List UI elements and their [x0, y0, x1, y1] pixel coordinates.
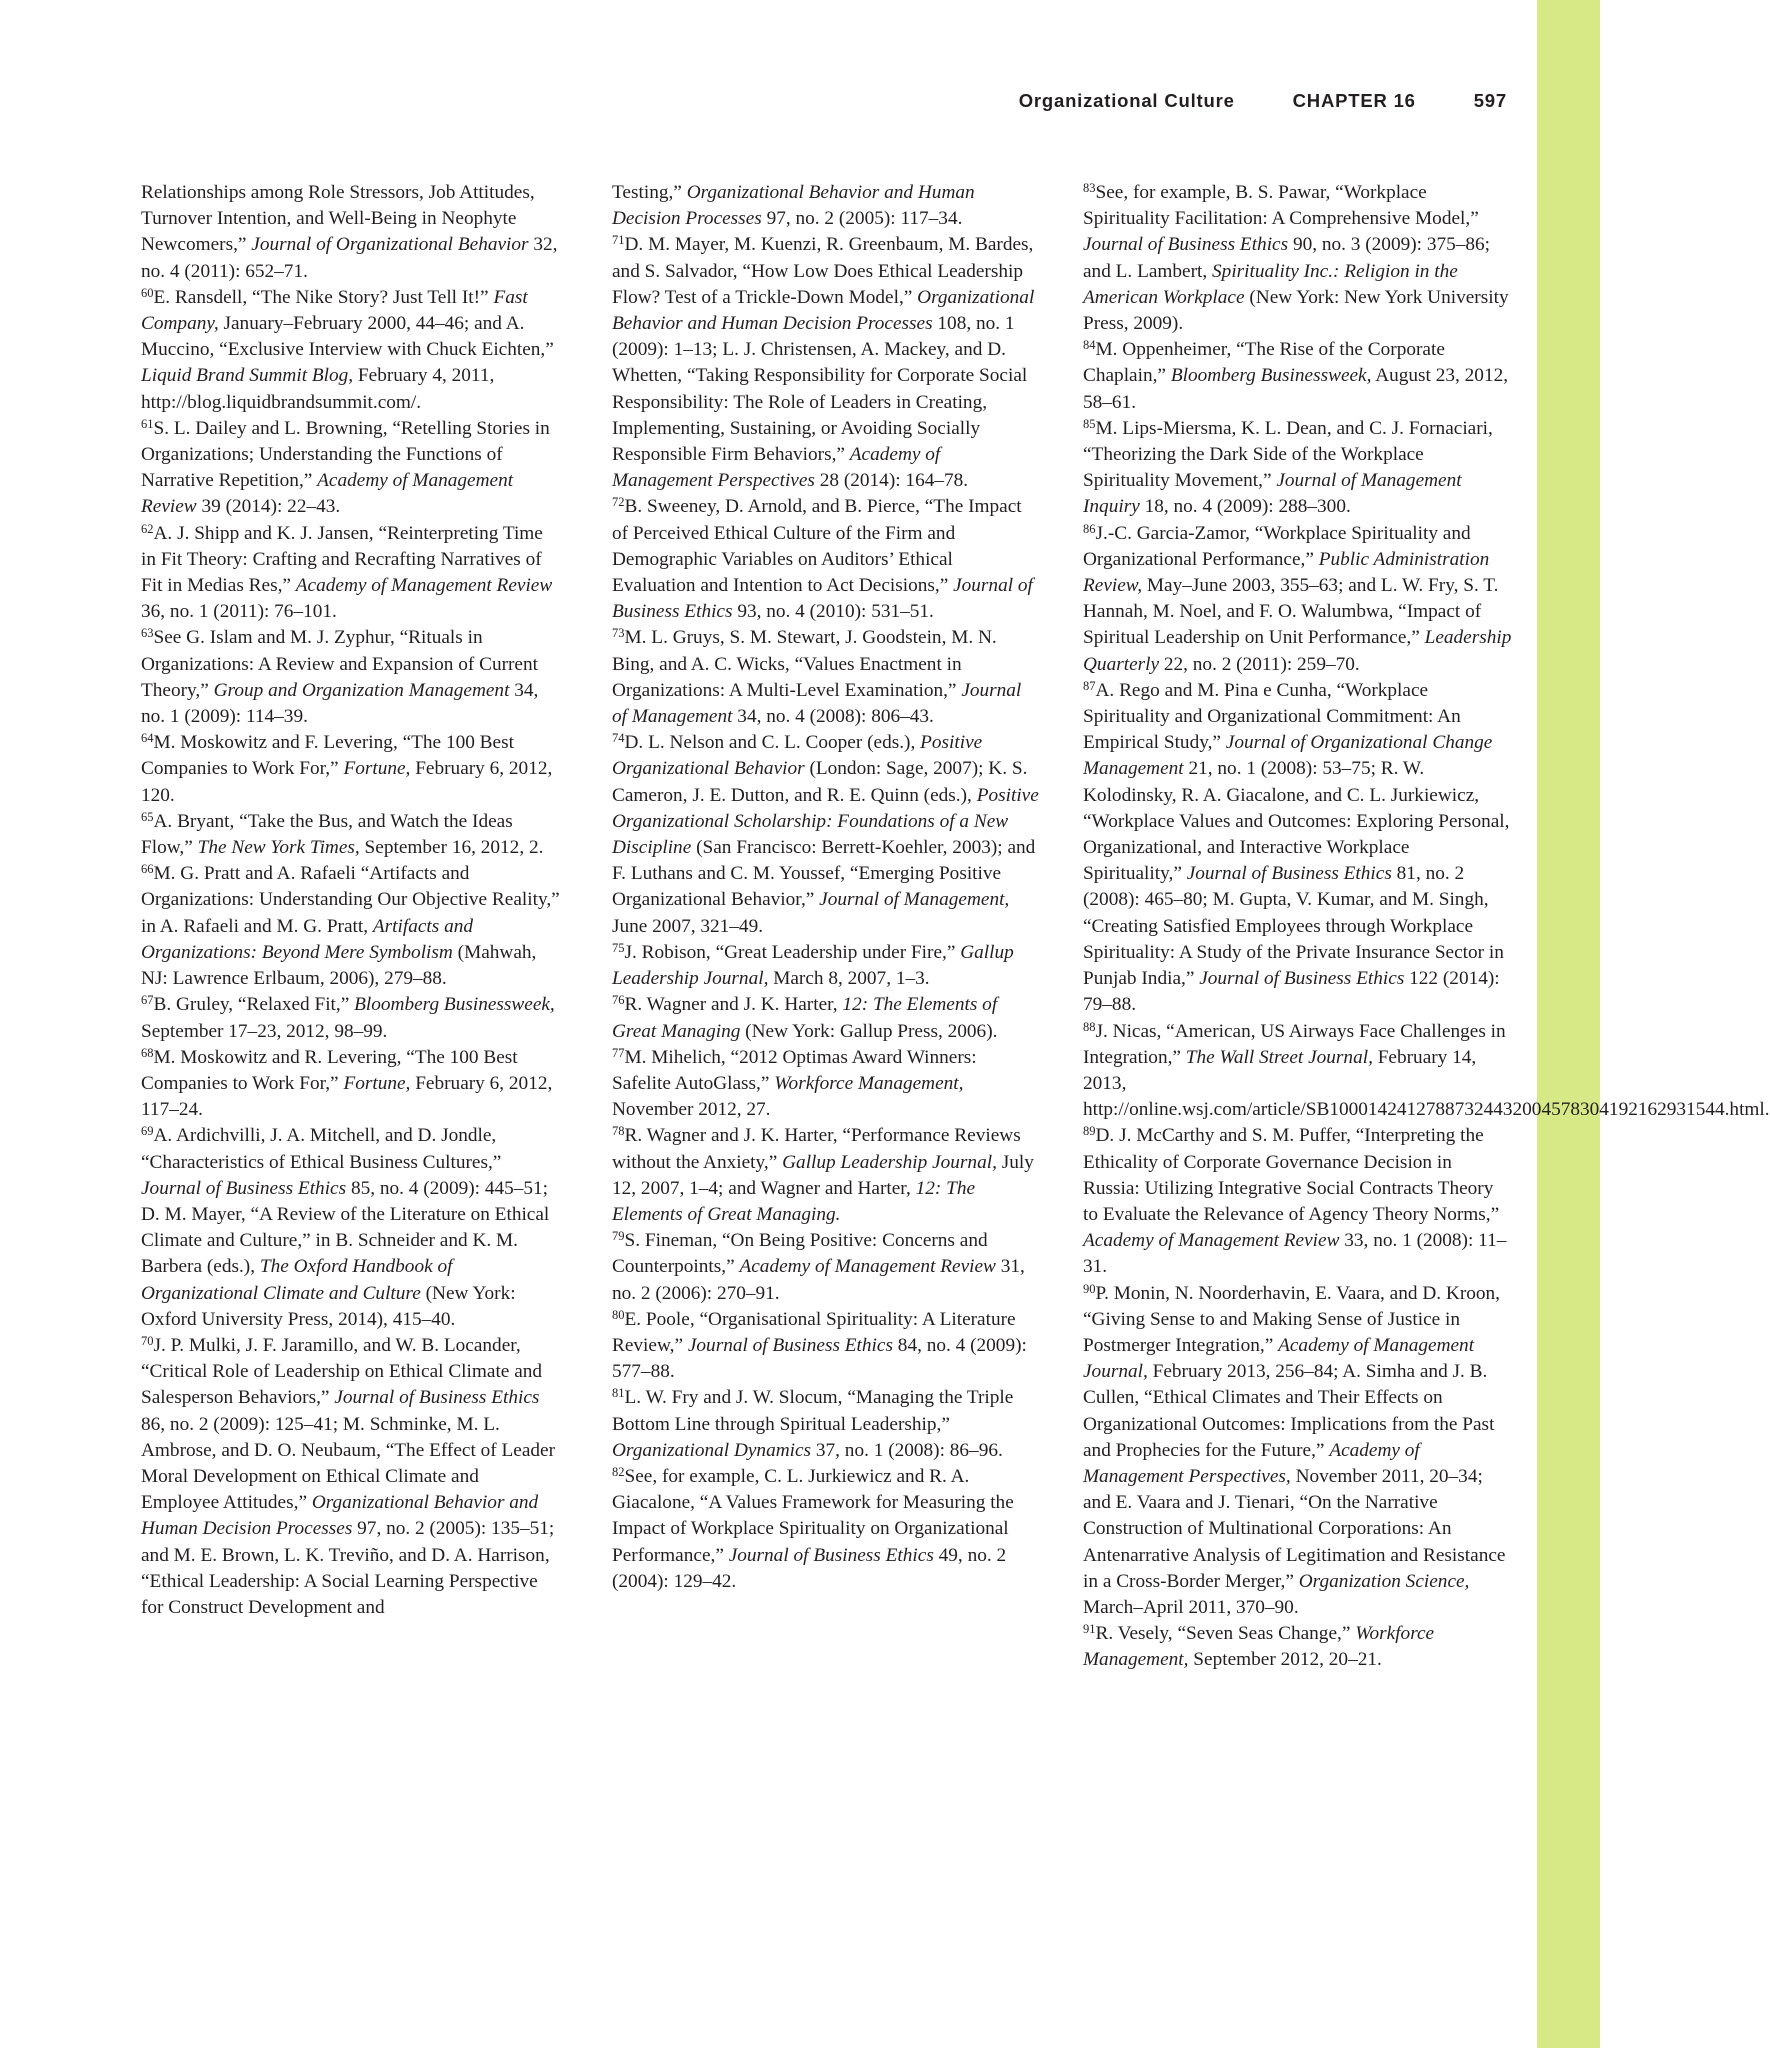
citation-title: Academy of Management Perspectives,	[1083, 1439, 1420, 1487]
citation-title: Liquid Brand Summit Blog,	[141, 365, 354, 387]
endnote-number: 63	[141, 626, 154, 641]
citation-title: Organization Science,	[1298, 1570, 1470, 1592]
endnote-number: 77	[612, 1045, 625, 1060]
citation-text: J. P. Mulki, J. F. Jaramillo, and W. B. Locander, “Critical Role of Leadership on Ethical Climate and Salesperson Behaviors,”	[141, 1334, 543, 1409]
citation-text: February 4, 2011, http://blog.liquidbrandsummit.com/.	[141, 365, 495, 413]
citation-text: 28 (2014): 164–78.	[814, 470, 969, 492]
endnote-90	[1083, 1281, 1513, 1622]
citation-text: 21, no. 1 (2008): 53–75; R. W. Kolodinsky, R. A. Giacalone, and C. L. Jurkiewicz, “Workplace Values and Outcomes: Exploring Personal, Organizational, and Interactive Workplace Spirituality,”	[1083, 758, 1510, 885]
citation-title: Artifacts and Organizations: Beyond Mere Symbolism	[141, 915, 474, 963]
endnote-number: 91	[1083, 1622, 1096, 1637]
endnote-number: 81	[612, 1386, 625, 1401]
citation-text: E. Ransdell, “The Nike Story? Just Tell It!”	[153, 286, 494, 308]
endnote-68	[141, 1045, 561, 1124]
endnote-73	[612, 625, 1040, 730]
citation-text: R. Wagner and J. K. Harter,	[624, 994, 843, 1016]
citation-title: The Wall Street Journal,	[1185, 1046, 1373, 1068]
citation-title: Academy of Management Review	[1083, 1230, 1340, 1252]
endnote-number: 89	[1083, 1124, 1096, 1139]
citation-title: Journal of Organizational Change Management	[1083, 732, 1493, 780]
citation-title: Journal of Business Ethics	[728, 1544, 934, 1566]
citation-text: S. Fineman, “On Being Positive: Concerns and Counterpoints,”	[612, 1230, 988, 1278]
running-head-chapter: CHAPTER 16	[1292, 90, 1416, 111]
endnote-65	[141, 809, 561, 861]
citation-text: August 23, 2012, 58–61.	[1083, 365, 1509, 413]
citation-text: A. Rego and M. Pina e Cunha, “Workplace Spirituality and Organizational Commitment: An Empirical Study,”	[1083, 679, 1461, 754]
endnote-number: 65	[141, 809, 154, 824]
citation-title: Organizational Behavior and Human Decision Processes	[141, 1492, 539, 1540]
endnote-number: 68	[141, 1045, 154, 1060]
citation-text: P. Monin, N. Noorderhavin, E. Vaara, and D. Kroon, “Giving Sense to and Making Sense of Justice in Postmerger Integration,”	[1083, 1282, 1500, 1356]
citation-text: 97, no. 2 (2005): 117–34.	[761, 208, 963, 230]
citation-text: 33, no. 1 (2008): 11–31.	[1083, 1230, 1507, 1278]
running-head	[1019, 90, 1507, 112]
citation-text: September 17–23, 2012, 98–99.	[141, 1020, 388, 1042]
citation-text: May–June 2003, 355–63; and L. W. Fry, S. T. Hannah, M. Noel, and F. O. Walumbwa, “Impact of Spiritual Leadership on Unit Performance,”	[1083, 575, 1499, 649]
endnote-number: 75	[612, 940, 625, 955]
citation-text: 85, no. 4 (2009): 445–51; D. M. Mayer, “A Review of the Literature on Ethical Climate and Culture,” in B. Schneider and K. M. Barbera (eds.),	[141, 1177, 550, 1278]
citation-title: 12: The Elements of Great Managing	[612, 994, 998, 1042]
endnote-number: 71	[612, 233, 625, 248]
citation-title: Journal of Management,	[819, 889, 1010, 911]
endnote-83	[1083, 180, 1513, 337]
citation-title: Organizational Behavior and Human Decision Processes	[612, 182, 975, 230]
citation-text: 108, no. 1 (2009): 1–13; L. J. Christensen, A. Mackey, and D. Whetten, “Taking Responsibility for Corporate Social Responsibility: The Role of Leaders in Creating, Implementing, Sustaining, or Avoiding Socially Responsible Firm Behaviors,”	[612, 313, 1028, 466]
endnote-69	[141, 1123, 561, 1333]
citation-text: (San Francisco: Berrett-Koehler, 2003); and F. Luthans and C. M. Youssef, “Emerging Positive Organizational Behavior,”	[612, 837, 1036, 911]
citation-text: M. Moskowitz and R. Levering, “The 100 Best Companies to Work For,”	[141, 1046, 518, 1094]
citation-title: Spirituality Inc.: Religion in the American Workplace	[1083, 260, 1458, 308]
citation-text: M. Moskowitz and F. Levering, “The 100 Best Companies to Work For,”	[141, 732, 514, 780]
citation-text: M. Lips-Miersma, K. L. Dean, and C. J. Fornaciari, “Theorizing the Dark Side of the Workplace Spirituality Movement,”	[1083, 417, 1493, 492]
citation-text: 32, no. 4 (2011): 652–71.	[141, 234, 558, 282]
endnote-continuation	[141, 180, 561, 285]
endnote-76	[612, 992, 1040, 1044]
citation-text: (New York: New York University Press, 2009).	[1083, 286, 1509, 335]
endnote-66	[141, 861, 561, 992]
citation-title: Fast Company,	[141, 286, 528, 335]
citation-text: Testing,”	[612, 182, 687, 203]
endnote-number: 74	[612, 731, 625, 746]
endnote-number: 72	[612, 495, 625, 510]
endnote-79	[612, 1228, 1040, 1307]
citation-title: Workforce Management,	[774, 1072, 964, 1094]
endnote-86	[1083, 521, 1513, 678]
endnote-87	[1083, 678, 1513, 1019]
page-number: 597	[1473, 90, 1507, 111]
citation-title: Journal of Business Ethics	[334, 1387, 540, 1409]
endnote-82	[612, 1464, 1040, 1595]
citation-title: Journal of Business Ethics	[1083, 234, 1289, 256]
notes-column-1	[141, 180, 561, 1621]
citation-title: Journal of Business Ethics	[141, 1177, 347, 1199]
citation-title: Journal of Organizational Behavior	[251, 234, 529, 256]
citation-title: Organizational Behavior and Human Decision Processes	[612, 286, 1035, 335]
citation-text: S. L. Dailey and L. Browning, “Retelling Stories in Organizations; Understanding the Functions of Narrative Repetition,”	[141, 417, 550, 492]
endnote-number: 82	[612, 1464, 625, 1479]
citation-text: September 16, 2012, 2.	[359, 837, 544, 859]
citation-text: (New York: Gallup Press, 2006).	[740, 1020, 998, 1042]
notes-column-3	[1083, 180, 1770, 1674]
citation-text: 18, no. 4 (2009): 288–300.	[1139, 496, 1351, 518]
endnote-67	[141, 992, 561, 1044]
citation-title: Bloomberg Businessweek,	[354, 994, 555, 1016]
citation-text: See, for example, B. S. Pawar, “Workplace Spirituality Facilitation: A Comprehensive Model,”	[1083, 182, 1479, 230]
citation-text: D. J. McCarthy and S. M. Puffer, “Interpreting the Ethicality of Corporate Governance Decision in Russia: Utilizing Integrative Social Contracts Theory to Evaluate the Relevance of Agency Theory Norms,”	[1083, 1125, 1500, 1225]
citation-text: March–April 2011, 370–90.	[1083, 1596, 1299, 1618]
endnote-number: 84	[1083, 338, 1096, 353]
endnote-61	[141, 416, 561, 521]
endnote-number: 80	[612, 1307, 625, 1322]
citation-title: Academy of Management Review	[141, 470, 514, 518]
citation-title: Gallup Leadership Journal,	[782, 1151, 997, 1173]
citation-title: Journal of Management Inquiry	[1083, 470, 1462, 518]
endnote-number: 61	[141, 416, 154, 431]
citation-text: February 14, 2013, http://online.wsj.com/article/SB10001424127887324432004578304192162931544.html.	[1083, 1046, 1770, 1121]
citation-title: Organizational Dynamics	[612, 1439, 812, 1461]
citation-text: November 2012, 27.	[612, 1099, 771, 1121]
citation-title: Journal of Business Ethics	[1186, 863, 1392, 885]
citation-text: 122 (2014): 79–88.	[1083, 968, 1500, 1016]
endnote-number: 62	[141, 521, 154, 536]
endnote-74	[612, 730, 1040, 940]
notes-column-2	[612, 180, 1040, 1595]
endnote-number: 86	[1083, 521, 1096, 536]
citation-text: L. W. Fry and J. W. Slocum, “Managing the Triple Bottom Line through Spiritual Leadership,”	[612, 1387, 1014, 1435]
citation-text: 49, no. 2 (2004): 129–42.	[612, 1544, 1007, 1592]
endnote-number: 64	[141, 731, 154, 746]
citation-text: June 2007, 321–49.	[612, 915, 764, 937]
endnote-number: 87	[1083, 678, 1096, 693]
citation-text: M. L. Gruys, S. M. Stewart, J. Goodstein, M. N. Bing, and A. C. Wicks, “Values Enactment in Organizations: A Multi-Level Examination,”	[612, 627, 997, 701]
citation-text: J. Nicas, “American, US Airways Face Challenges in Integration,”	[1083, 1020, 1506, 1068]
citation-text: B. Sweeney, D. Arnold, and B. Pierce, “The Impact of Perceived Ethical Culture of the Firm and Demographic Variables on Auditors’ Ethical Evaluation and Intention to Act Decisions,”	[612, 496, 1022, 597]
citation-title: Journal of Business Ethics	[612, 575, 1033, 623]
endnote-88	[1083, 1019, 1770, 1124]
endnote-number: 70	[141, 1333, 154, 1348]
citation-text: January–February 2000, 44–46; and A. Muccino, “Exclusive Interview with Chuck Eichten,”	[141, 313, 554, 361]
citation-title: Group and Organization Management	[213, 679, 510, 701]
citation-title: Gallup Leadership Journal,	[612, 941, 1014, 990]
citation-title: Journal of Management	[612, 679, 1022, 728]
citation-text: A. Bryant, “Take the Bus, and Watch the Ideas Flow,”	[141, 810, 513, 859]
running-head-section: Organizational Culture	[1018, 90, 1235, 111]
endnote-number: 69	[141, 1124, 154, 1139]
citation-title: Journal of Business Ethics	[687, 1334, 893, 1356]
citation-text: 34, no. 4 (2008): 806–43.	[732, 706, 934, 728]
citation-text: M. Oppenheimer, “The Rise of the Corporate Chaplain,”	[1083, 339, 1445, 387]
citation-text: See, for example, C. L. Jurkiewicz and R. A. Giacalone, “A Values Framework for Measuring the Impact of Workplace Spirituality on Organizational Performance,”	[612, 1465, 1014, 1566]
citation-title: Bloomberg Businessweek,	[1170, 365, 1372, 387]
citation-text: 36, no. 1 (2011): 76–101.	[141, 601, 337, 623]
citation-text: March 8, 2007, 1–3.	[768, 968, 930, 990]
citation-text: February 6, 2012, 117–24.	[141, 1072, 553, 1121]
citation-text: Relationships among Role Stressors, Job Attitudes, Turnover Intention, and Well-Being in Neophyte Newcomers,”	[141, 182, 535, 256]
endnote-number: 73	[612, 626, 625, 641]
endnote-77	[612, 1045, 1040, 1124]
citation-title: Fortune,	[343, 758, 411, 780]
citation-text: 22, no. 2 (2011): 259–70.	[1159, 653, 1360, 675]
citation-text: 34, no. 1 (2009): 114–39.	[141, 679, 539, 728]
citation-title: Public Administration Review,	[1083, 548, 1490, 597]
citation-text: 93, no. 4 (2010): 531–51.	[732, 601, 934, 623]
endnote-number: 88	[1083, 1019, 1096, 1034]
citation-title: The New York Times,	[197, 837, 360, 859]
citation-text: J. Robison, “Great Leadership under Fire,”	[624, 941, 961, 963]
endnote-70	[141, 1333, 561, 1621]
citation-text: (Mahwah, NJ: Lawrence Erlbaum, 2006), 279–88.	[141, 941, 537, 990]
endnote-71	[612, 232, 1040, 494]
citation-text: November 2011, 20–34; and E. Vaara and J. Tienari, “On the Narrative Construction of Multinational Corporations: An Antenarrative Analysis of Legitimation and Resistance in a Cross-Border Merger,”	[1083, 1465, 1506, 1592]
citation-text: 39 (2014): 22–43.	[196, 496, 341, 518]
endnote-number: 76	[612, 993, 625, 1008]
endnote-91	[1083, 1621, 1513, 1673]
endnote-continuation	[612, 180, 1040, 232]
citation-text: 37, no. 1 (2008): 86–96.	[811, 1439, 1003, 1461]
endnote-number: 85	[1083, 416, 1096, 431]
citation-text: September 2012, 20–21.	[1188, 1649, 1382, 1671]
endnote-number: 79	[612, 1229, 625, 1244]
citation-title: Leadership Quarterly	[1083, 627, 1512, 675]
endnote-78	[612, 1123, 1040, 1228]
citation-text: J.-C. Garcia-Zamor, “Workplace Spirituality and Organizational Performance,”	[1083, 522, 1471, 570]
citation-title: Academy of Management Journal,	[1083, 1334, 1475, 1383]
citation-text: 84, no. 4 (2009): 577–88.	[612, 1334, 1027, 1383]
endnote-number: 60	[141, 285, 154, 300]
citation-title: Academy of Management Review	[739, 1256, 996, 1278]
endnote-80	[612, 1307, 1040, 1386]
endnote-89	[1083, 1123, 1513, 1280]
citation-text: February 6, 2012, 120.	[141, 758, 553, 806]
citation-text: E. Poole, “Organisational Spirituality: A Literature Review,”	[612, 1308, 1016, 1356]
citation-title: Positive Organizational Behavior	[612, 732, 983, 780]
endnote-63	[141, 625, 561, 730]
endnote-number: 66	[141, 862, 154, 877]
endnote-75	[612, 940, 1040, 992]
citation-text: R. Wagner and J. K. Harter, “Performance Reviews without the Anxiety,”	[612, 1125, 1021, 1173]
chapter-color-tab	[1537, 0, 1600, 2048]
endnote-84	[1083, 337, 1513, 416]
citation-text: 90, no. 3 (2009): 375–86; and L. Lambert,	[1083, 234, 1491, 282]
citation-text: D. M. Mayer, M. Kuenzi, R. Greenbaum, M. Bardes, and S. Salvador, “How Low Does Ethical Leadership Flow? Test of a Trickle-Down Model,”	[612, 234, 1034, 308]
citation-title: Workforce Management,	[1083, 1623, 1435, 1671]
endnote-85	[1083, 416, 1513, 521]
endnote-62	[141, 521, 561, 626]
citation-text: M. Mihelich, “2012 Optimas Award Winners: Safelite AutoGlass,”	[612, 1046, 977, 1094]
endnote-number: 78	[612, 1124, 625, 1139]
endnote-81	[612, 1385, 1040, 1464]
endnote-60	[141, 285, 561, 416]
endnote-number: 90	[1083, 1281, 1096, 1296]
citation-text: February 2013, 256–84; A. Simha and J. B. Cullen, “Ethical Climates and Their Effects on Organizational Outcomes: Implications from the Past and Prophecies for the Future,”	[1083, 1361, 1495, 1461]
citation-title: Academy of Management Perspectives	[612, 444, 941, 492]
citation-title: Journal of Business Ethics	[1199, 968, 1405, 990]
endnote-72	[612, 494, 1040, 625]
endnote-64	[141, 730, 561, 809]
citation-text: R. Vesely, “Seven Seas Change,”	[1095, 1623, 1356, 1645]
citation-text: (New York: Oxford University Press, 2014), 415–40.	[141, 1282, 516, 1330]
citation-title: Fortune,	[343, 1072, 411, 1094]
citation-title: The Oxford Handbook of Organizational Climate and Culture	[141, 1256, 453, 1304]
citation-title: 12: The Elements of Great Managing.	[612, 1177, 976, 1225]
citation-text: A. J. Shipp and K. J. Jansen, “Reinterpreting Time in Fit Theory: Crafting and Recrafting Narratives of Fit in Medias Res,”	[141, 522, 543, 597]
citation-text: A. Ardichvilli, J. A. Mitchell, and D. Jondle, “Characteristics of Ethical Business Cultures,”	[141, 1125, 502, 1173]
citation-text: B. Gruley, “Relaxed Fit,”	[153, 994, 355, 1016]
citation-text: D. L. Nelson and C. L. Cooper (eds.),	[624, 732, 921, 754]
citation-text: July 12, 2007, 1–4; and Wagner and Harter,	[612, 1151, 1034, 1199]
citation-text: M. G. Pratt and A. Rafaeli “Artifacts and Organizations: Understanding Our Objective Reality,” in A. Rafaeli and M. G. Pratt,	[141, 863, 560, 937]
endnote-number: 67	[141, 993, 154, 1008]
citation-title: Academy of Management Review	[295, 575, 553, 597]
citation-text: 86, no. 2 (2009): 125–41; M. Schminke, M. L. Ambrose, and D. O. Neubaum, “The Effect of Leader Moral Development on Ethical Climate and Employee Attitudes,”	[141, 1413, 556, 1514]
citation-text: 97, no. 2 (2005): 135–51; and M. E. Brown, L. K. Treviño, and D. A. Harrison, “Ethical Leadership: A Social Learning Perspective for Construct Development and	[141, 1518, 555, 1618]
citation-title: Positive Organizational Scholarship: Foundations of a New Discipline	[612, 784, 1039, 859]
citation-text: (London: Sage, 2007); K. S. Cameron, J. E. Dutton, and R. E. Quinn (eds.),	[612, 758, 1028, 806]
citation-text: See G. Islam and M. J. Zyphur, “Rituals in Organizations: A Review and Expansion of Current Theory,”	[141, 627, 538, 701]
citation-text: 81, no. 2 (2008): 465–80; M. Gupta, V. Kumar, and M. Singh, “Creating Satisfied Employees through Workplace Spirituality: A Study of the Private Insurance Sector in Punjab India,”	[1083, 863, 1504, 990]
citation-text: 31, no. 2 (2006): 270–91.	[612, 1256, 1025, 1304]
endnote-number: 83	[1083, 181, 1096, 195]
